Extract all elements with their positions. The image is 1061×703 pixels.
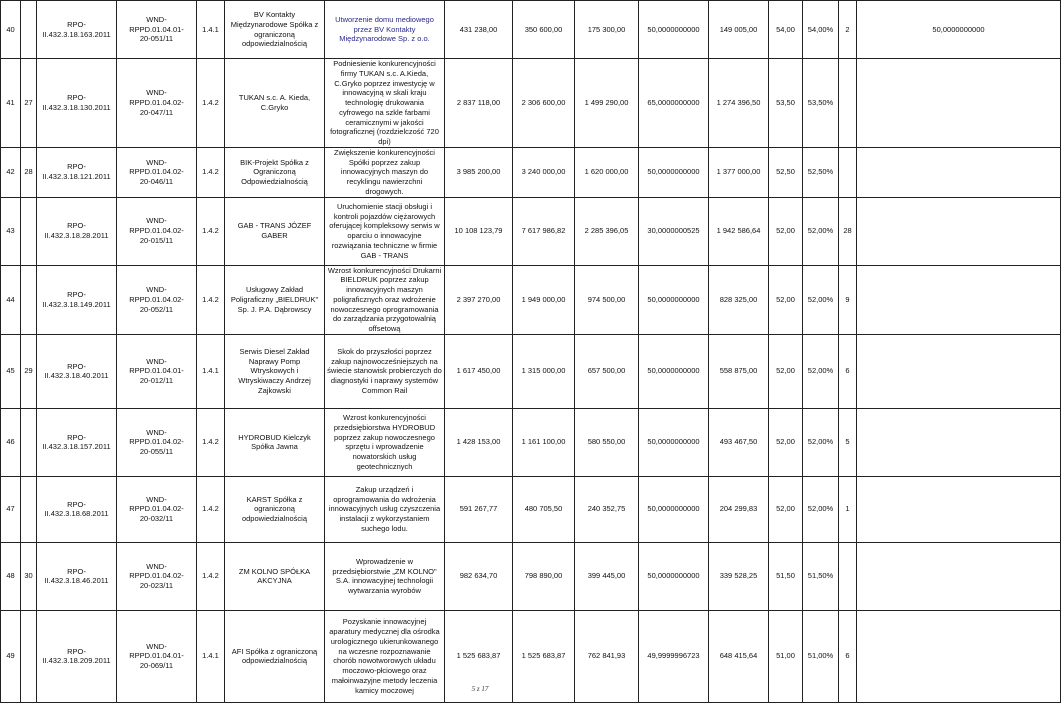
row-total-value: 1 525 683,87 [445,610,513,702]
row-extra [857,476,1061,542]
row-application-number: WND-RPPD.01.04.01- 20-051/11 [117,1,197,59]
row-cc-number: RPO- II.432.3.18.130.2011 [37,59,117,148]
row-project-title: Wzrost konkurencyjności Drukarni BIELDRUK poprzez zakup innowacyjnych maszyn poligraficznych oraz wdrożenie nowoczesnego oprogramowania do zarządzania przygotowalnią offsetową [325,265,445,334]
row-application-number: WND-RPPD.01.04.02- 20-047/11 [117,59,197,148]
row-score: 52,00 [769,197,803,265]
row-points: 2 [839,1,857,59]
row-project-title: Zwiększenie konkurencyjności Spółki poprzez zakup innowacyjnych maszyn do recyklingu nawierzchni drogowych. [325,147,445,197]
row-extra [857,147,1061,197]
row-points: 6 [839,610,857,702]
row-cc-number: RPO- II.432.3.18.121.2011 [37,147,117,197]
row-lp: 43 [1,197,21,265]
row-score: 52,50 [769,147,803,197]
row-funding-percent: 50,0000000000 [639,476,709,542]
row-funding: 974 500,00 [575,265,639,334]
row-eu-funding: 339 528,25 [709,542,769,610]
row-score-percent: 51,50% [803,542,839,610]
row-lp: 45 [1,334,21,408]
row-funding: 399 445,00 [575,542,639,610]
row-measure: 1.4.1 [197,610,225,702]
row-total-value: 2 397 270,00 [445,265,513,334]
row-beneficiary: Usługowy Zakład Poligraficzny „BIELDRUK" Sp. J. P.A. Dąbrowscy [225,265,325,334]
row-lp: 40 [1,1,21,59]
table-row [1,265,1061,334]
row-eligible-cost: 1 315 000,00 [513,334,575,408]
row-application-number: WND-RPPD.01.04.02- 20-055/11 [117,408,197,476]
row-application-number: WND-RPPD.01.04.02- 20-032/11 [117,476,197,542]
row-application-number: WND-RPPD.01.04.01- 20-012/11 [117,334,197,408]
row-nr: 30 [21,542,37,610]
row-project-title: Wzrost konkurencyjności przedsiębiorstwa HYDROBUD poprzez zakup nowoczesnego sprzętu i wprowadzenie nowatorskich usług geotechnicznych [325,408,445,476]
row-points: 1 [839,476,857,542]
row-lp: 44 [1,265,21,334]
row-funding: 240 352,75 [575,476,639,542]
row-nr: 27 [21,59,37,148]
row-score-percent: 53,50% [803,59,839,148]
row-funding: 175 300,00 [575,1,639,59]
row-extra [857,334,1061,408]
row-nr [21,197,37,265]
row-funding-percent: 50,0000000000 [639,542,709,610]
row-eu-funding: 493 467,50 [709,408,769,476]
row-score-percent: 54,00% [803,1,839,59]
table-row [1,147,1061,197]
row-project-title: Utworzenie domu mediowego przez BV Kontakty Międzynarodowe Sp. z o.o. [325,1,445,59]
row-nr: 28 [21,147,37,197]
row-eligible-cost: 798 890,00 [513,542,575,610]
row-funding-percent: 50,0000000000 [639,408,709,476]
row-extra [857,197,1061,265]
row-lp: 47 [1,476,21,542]
row-measure: 1.4.1 [197,334,225,408]
row-points [839,147,857,197]
row-funding: 762 841,93 [575,610,639,702]
row-cc-number: RPO- II.432.3.18.163.2011 [37,1,117,59]
table-row [1,197,1061,265]
row-total-value: 431 238,00 [445,1,513,59]
row-extra [857,59,1061,148]
row-eu-funding: 828 325,00 [709,265,769,334]
row-eligible-cost: 3 240 000,00 [513,147,575,197]
page-footer: 5 z 17 [471,685,489,693]
table-row [1,476,1061,542]
row-beneficiary: GAB - TRANS JÓZEF GABER [225,197,325,265]
row-cc-number: RPO- II.432.3.18.46.2011 [37,542,117,610]
row-score: 52,00 [769,476,803,542]
row-project-title: Pozyskanie innowacyjnej aparatury medycznej dla ośrodka urologicznego ukierunkowanego na wczesne rozpoznawanie chorób nowotworowych układu moczowo-płciowego oraz małoinwazyjne metody leczenia kamicy moczowej [325,610,445,702]
row-lp: 48 [1,542,21,610]
row-funding-percent: 50,0000000000 [639,334,709,408]
row-measure: 1.4.2 [197,147,225,197]
row-total-value: 2 837 118,00 [445,59,513,148]
row-project-title: Skok do przyszłości poprzez zakup najnowocześniejszych na świecie stanowisk probierczych do diagnostyki i naprawy systemów Common Rail [325,334,445,408]
row-funding-percent: 50,0000000000 [639,1,709,59]
row-eu-funding: 204 299,83 [709,476,769,542]
row-score-percent: 52,00% [803,476,839,542]
row-funding: 657 500,00 [575,334,639,408]
row-extra: 50,0000000000 [857,1,1061,59]
row-measure: 1.4.1 [197,1,225,59]
row-cc-number: RPO- II.432.3.18.149.2011 [37,265,117,334]
row-beneficiary: BV Kontakty Międzynarodowe Spółka z ograniczoną odpowiedzialnością [225,1,325,59]
row-eligible-cost: 7 617 986,82 [513,197,575,265]
row-project-title: Wprowadzenie w przedsiębiorstwie „ZM KOLNO" S.A. innowacyjnej technologii wytwarzania wyrobów [325,542,445,610]
row-project-title: Podniesienie konkurencyjności firmy TUKAN s.c. A.Kieda, C.Gryko poprzez inwestycję w innowacyjną w skali kraju technologię drukowania cyfrowego na szkle farbami ceramicznymi w jakości fotograficznej (rozdzielczość 720 dpi) [325,59,445,148]
row-measure: 1.4.2 [197,265,225,334]
row-total-value: 982 634,70 [445,542,513,610]
table-row [1,59,1061,148]
row-nr: 29 [21,334,37,408]
row-project-title: Uruchomienie stacji obsługi i kontroli pojazdów ciężarowych oferującej kompleksowy serwis w oparciu o innowacyjne rozwiązania techniczne w firmie GAB - TRANS [325,197,445,265]
row-points [839,542,857,610]
row-funding: 1 499 290,00 [575,59,639,148]
row-funding: 1 620 000,00 [575,147,639,197]
row-funding-percent: 49,9999996723 [639,610,709,702]
row-lp: 42 [1,147,21,197]
row-eligible-cost: 480 705,50 [513,476,575,542]
row-total-value: 3 985 200,00 [445,147,513,197]
row-funding-percent: 50,0000000000 [639,265,709,334]
row-points [839,59,857,148]
row-score-percent: 52,00% [803,408,839,476]
row-lp: 46 [1,408,21,476]
row-nr [21,1,37,59]
row-application-number: WND-RPPD.01.04.01- 20-069/11 [117,610,197,702]
row-beneficiary: HYDROBUD Kielczyk Spółka Jawna [225,408,325,476]
table-row [1,1,1061,59]
row-eu-funding: 648 415,64 [709,610,769,702]
row-extra [857,542,1061,610]
table-row [1,334,1061,408]
row-nr [21,408,37,476]
row-eligible-cost: 2 306 600,00 [513,59,575,148]
row-score: 52,00 [769,408,803,476]
row-total-value: 1 428 153,00 [445,408,513,476]
row-eu-funding: 1 274 396,50 [709,59,769,148]
row-points: 6 [839,334,857,408]
row-score-percent: 52,00% [803,334,839,408]
row-total-value: 1 617 450,00 [445,334,513,408]
row-extra [857,408,1061,476]
row-score: 53,50 [769,59,803,148]
row-score: 54,00 [769,1,803,59]
row-eu-funding: 558 875,00 [709,334,769,408]
row-funding-percent: 30,0000000525 [639,197,709,265]
row-beneficiary: TUKAN s.c. A. Kieda, C.Gryko [225,59,325,148]
row-score-percent: 52,00% [803,265,839,334]
row-eligible-cost: 1 949 000,00 [513,265,575,334]
row-eu-funding: 1 377 000,00 [709,147,769,197]
row-score: 51,00 [769,610,803,702]
row-eligible-cost: 1 525 683,87 [513,610,575,702]
row-points: 9 [839,265,857,334]
row-measure: 1.4.2 [197,197,225,265]
row-eu-funding: 149 005,00 [709,1,769,59]
row-nr [21,476,37,542]
row-score: 52,00 [769,265,803,334]
row-funding: 580 550,00 [575,408,639,476]
table-row [1,408,1061,476]
row-lp: 41 [1,59,21,148]
row-measure: 1.4.2 [197,542,225,610]
row-cc-number: RPO- II.432.3.18.209.2011 [37,610,117,702]
row-application-number: WND-RPPD.01.04.02- 20-052/11 [117,265,197,334]
row-funding: 2 285 396,05 [575,197,639,265]
row-application-number: WND-RPPD.01.04.02- 20-023/11 [117,542,197,610]
row-beneficiary: ZM KOLNO SPÓŁKA AKCYJNA [225,542,325,610]
row-beneficiary: AFI Spółka z ograniczoną odpowiedzialnością [225,610,325,702]
row-beneficiary: BIK-Projekt Spółka z Ograniczoną Odpowiedzialnością [225,147,325,197]
table-row [1,542,1061,610]
row-eu-funding: 1 942 586,64 [709,197,769,265]
row-measure: 1.4.2 [197,408,225,476]
row-score-percent: 51,00% [803,610,839,702]
row-application-number: WND-RPPD.01.04.02- 20-046/11 [117,147,197,197]
row-measure: 1.4.2 [197,476,225,542]
row-total-value: 10 108 123,79 [445,197,513,265]
row-score: 51,50 [769,542,803,610]
row-funding-percent: 50,0000000000 [639,147,709,197]
row-nr [21,265,37,334]
row-score-percent: 52,50% [803,147,839,197]
row-points: 28 [839,197,857,265]
row-project-title: Zakup urządzeń i oprogramowania do wdrożenia innowacyjnych usług czyszczenia instalacji z wykorzystaniem suchego lodu. [325,476,445,542]
row-lp: 49 [1,610,21,702]
row-beneficiary: KARST Spółka z ograniczoną odpowiedzialnością [225,476,325,542]
row-measure: 1.4.2 [197,59,225,148]
row-eligible-cost: 1 161 100,00 [513,408,575,476]
row-extra [857,265,1061,334]
row-cc-number: RPO- II.432.3.18.68.2011 [37,476,117,542]
row-eligible-cost: 350 600,00 [513,1,575,59]
row-beneficiary: Serwis Diesel Zakład Naprawy Pomp Wtryskowych i Wtryskiwaczy Andrzej Zajkowski [225,334,325,408]
row-application-number: WND-RPPD.01.04.02- 20-015/11 [117,197,197,265]
row-funding-percent: 65,0000000000 [639,59,709,148]
row-total-value: 591 267,77 [445,476,513,542]
row-cc-number: RPO- II.432.3.18.28.2011 [37,197,117,265]
row-score: 52,00 [769,334,803,408]
row-points: 5 [839,408,857,476]
row-score-percent: 52,00% [803,197,839,265]
row-cc-number: RPO- II.432.3.18.40.2011 [37,334,117,408]
row-cc-number: RPO- II.432.3.18.157.2011 [37,408,117,476]
